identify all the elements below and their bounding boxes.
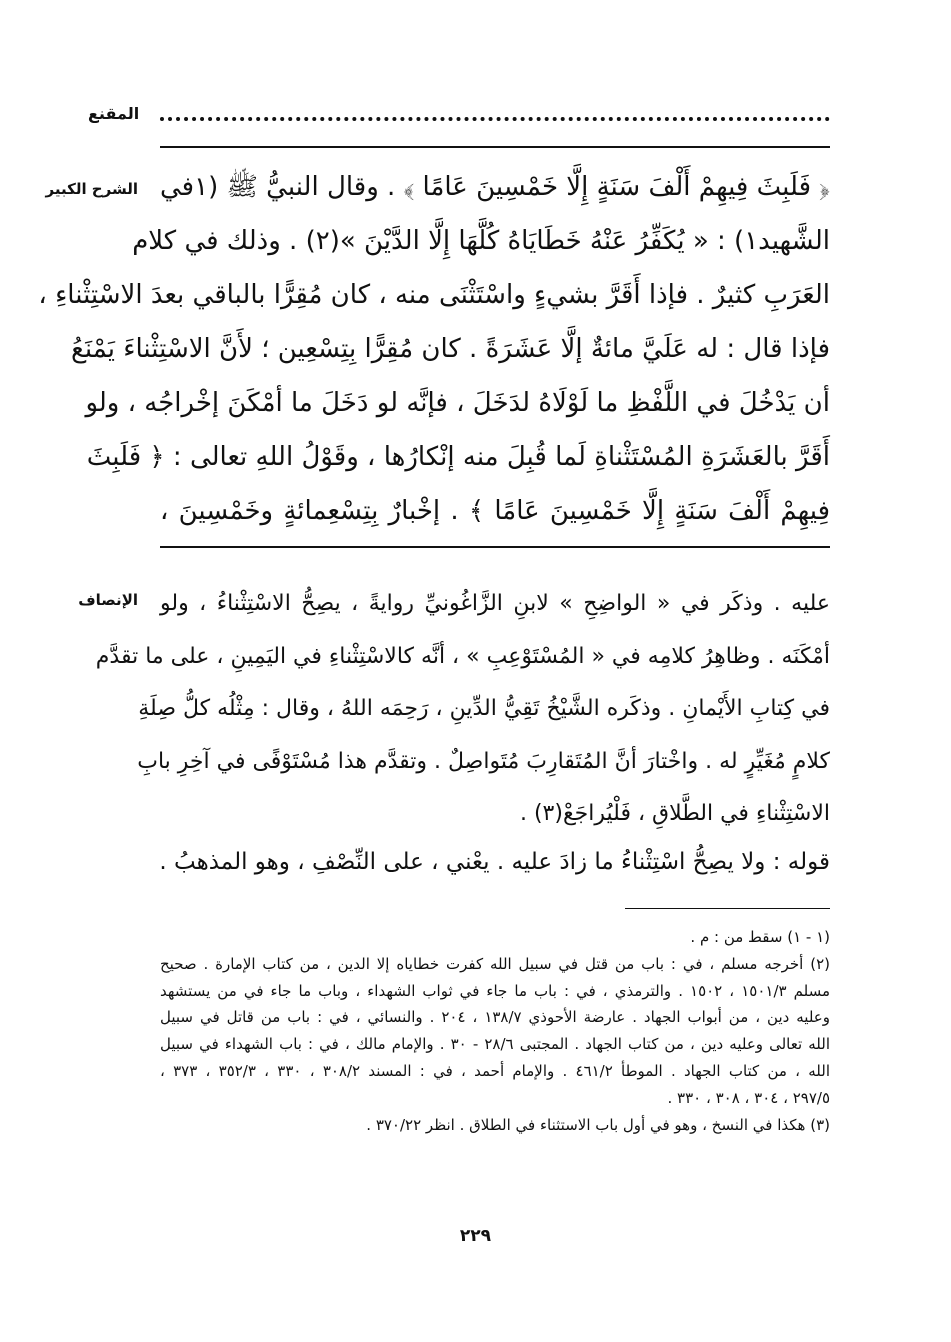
sharh-line: الشَّهيد١) : « يُكَفِّرُ عَنْهُ خَطَايَاهُ كُلَّهَا إِلَّا الدَّيْنَ »(٢) . وذلك في كلام — [132, 226, 830, 256]
page-number: ٢٢٩ — [459, 1226, 492, 1246]
section-divider-rule — [160, 546, 830, 548]
sharh-line: العَرَبِ كثيرٌ . فإذا أَقَرَّ بشيءٍ واسْتَثْنَى منه ، كان مُقِرًّا بالباقي بعدَ الاسْتِثْناءِ ، — [38, 280, 830, 310]
running-header-title: المقنع — [88, 104, 140, 123]
header-dotted-leader — [160, 117, 830, 121]
qawl-text-block — [160, 838, 830, 886]
sharh-line: ﴿ فَلَبِثَ فِيهِمْ أَلْفَ سَنَةٍ إِلَّا خَمْسِينَ عَامًا ﴾ . وقال النبيُّ ﷺ (١في — [160, 172, 830, 202]
footnotes-block — [160, 924, 830, 1138]
side-label-sharh: الشرح الكبير — [45, 180, 138, 198]
footnote-separator — [625, 908, 830, 909]
footnote-line: (٣) هكذا في النسخ ، وهو في أول باب الاستثناء في الطلاق . انظر ٣٧٠/٢٢ . — [366, 1115, 830, 1134]
insaf-line: الاسْتِثْناءِ في الطَّلاقِ ، فَلْيُراجَعْ(٣) . — [519, 801, 830, 826]
footnote-line: مسلم ١٥٠١/٣ ، ١٥٠٢ . والترمذي ، في : باب ما جاء في ثواب الشهداء ، وباب ما جاء في من يستشهد — [160, 981, 830, 1000]
footnote-line: الله تعالى وعليه دين ، من كتاب الجهاد . المجتبى ٢٨/٦ - ٣٠ . والإمام مالك ، في : باب الشهداء في سبيل — [160, 1035, 831, 1054]
sharh-line: فإذا قال : له عَلَيَّ مائةٌ إلَّا عَشَرَةً . كان مُقِرًّا بِتِسْعِين ؛ لأَنَّ الاسْتِثْناءَ يَمْنَعُ — [71, 334, 830, 364]
qawl-line: قوله : ولا يصِحُّ اسْتِثْناءُ ما زادَ عليه . يعْني ، على النِّصْفِ ، وهو المذهبُ . — [159, 849, 830, 875]
insaf-line: أمْكَنَه . وظاهِرُ كلامِه في « المُسْتَوْعِبِ » ، أنَّه كالاسْتِثْناءِ في اليَمِينِ ، على ما تقدَّم — [95, 643, 830, 669]
sharh-line: أَقَرَّ بالعَشَرَةِ المُسْتَثْناةِ لَما قُبِلَ منه إنْكارُها ، وقَوْلُ اللهِ تعالى : ﴿ فَلَبِثَ — [86, 442, 830, 472]
sharh-line: أن يَدْخُلَ في اللَّفْظِ ما لَوْلَاهُ لدَخَلَ ، فإنَّه لو دَخَلَ ما أمْكَنَ إخْراجُه ، ولو — [85, 388, 830, 418]
footnote-line: الله ، من كتاب الجهاد . الموطأ ٤٦١/٢ . والإمام أحمد ، في : المسند ٣٠٨/٢ ، ٣٣٠ ، ٣٥٢/٣ ، ٣٧٣ ، — [160, 1061, 831, 1080]
footnote-line: (٢) أخرجه مسلم ، في : باب من قتل في سبيل الله كفرت خطاياه إلا الدين ، من كتاب الإمارة . صحيح — [160, 954, 830, 973]
footnote-line: وعليه دين ، من أبواب الجهاد . عارضة الأحوذي ١٣٨/٧ ، ٢٠٤ . والنسائي ، في : باب من قاتل في سبيل — [160, 1008, 830, 1027]
insaf-line: عليه . وذكَر في « الواضِحِ » لابنِ الزَّاغُونيِّ روايةً ، يصِحُّ الاسْتِثْناءُ ، ولو — [160, 591, 830, 616]
insaf-line: كلامٍ مُغَيِّرٍ له . واخْتارَ أنَّ المُتَقارِبَ مُتَواصِلٌ . وتقدَّم هذا مُسْتَوْفًى في آخِرِ بابِ — [137, 748, 830, 774]
side-label-insaf: الإنصاف — [78, 591, 138, 609]
sharh-line: فِيهِمْ أَلْفَ سَنَةٍ إِلَّا خَمْسِينَ عَامًا ﴾ . إخْبارٌ بِتِسْعِمائةٍ وخَمْسِينَ ، — [160, 496, 830, 526]
footnote-line: (١ - ١) سقط من : م . — [690, 928, 830, 946]
top-rule — [160, 146, 830, 148]
insaf-line: في كِتابِ الأَيْمانِ . وذكَره الشَّيْخُ تَقِيُّ الدِّينِ ، رَحِمَه اللهُ ، وقال : مِثْلُه كلُّ صِلَةِ — [138, 696, 830, 721]
footnote-line: ٢٩٧/٥ ، ٣٠٤ ، ٣٠٨ ، ٣٣٠ . — [667, 1088, 830, 1107]
